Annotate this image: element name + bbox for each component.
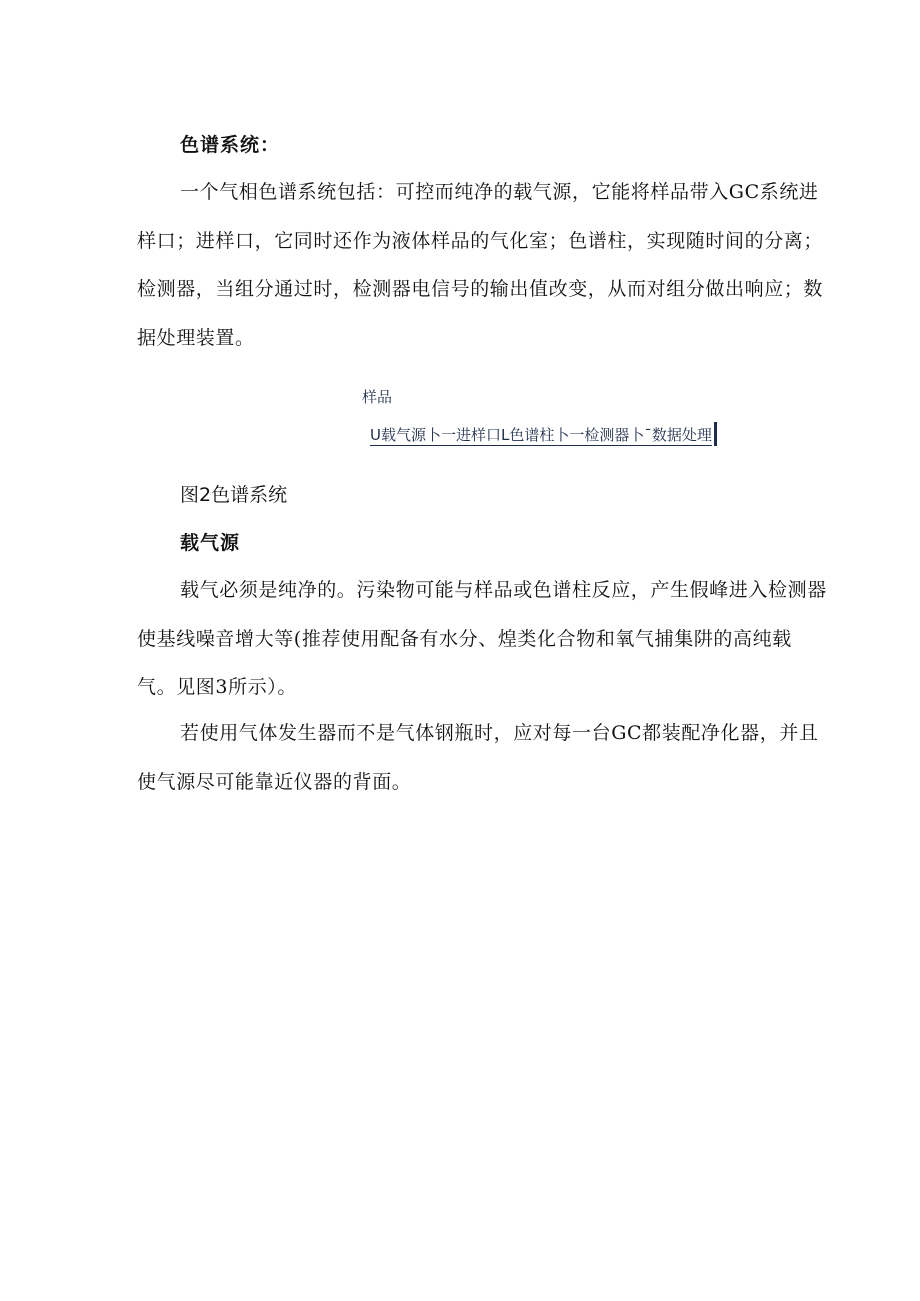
section-heading-chromatography-system: 色谱系统： <box>180 134 281 156</box>
section-heading-carrier-gas: 载气源 <box>180 532 241 554</box>
figure-sample-label: 样品 <box>362 388 393 406</box>
figure-flow-diagram <box>370 422 717 446</box>
figure-caption: 图2色谱系统 <box>180 484 288 506</box>
paragraph-text: 若使用气体发生器而不是气体钢瓶时，应对每一台GC都装配净化器，并且使气源尽可能靠近仪器的背面。 <box>137 722 819 793</box>
paragraph-carrier-gas-2 <box>137 709 827 806</box>
paragraph-text: 一个气相色谱系统包括：可控而纯净的载气源，它能将样品带入GC系统进样口；进样口，它同时还作为液体样品的气化室；色谱柱，实现随时间的分离；检测器，当组分通过时，检测器电信号的输出值改变，从而对组分做出响应；数据处理装置。 <box>137 181 824 349</box>
paragraph-text: 载气必须是纯净的。污染物可能与样品或色谱柱反应，产生假峰进入检测器使基线噪音增大等(推荐使用配备有水分、煌类化合物和氧气捕集阱的高纯载气。见图3所示）。 <box>137 579 827 698</box>
flow-text: U载气源卜一进样口L色谱柱卜一检测器卜¯数据处理 <box>370 426 712 444</box>
paragraph-chromatography-system <box>137 168 827 362</box>
paragraph-carrier-gas-1 <box>137 566 827 712</box>
flow-end-bar <box>714 422 717 446</box>
